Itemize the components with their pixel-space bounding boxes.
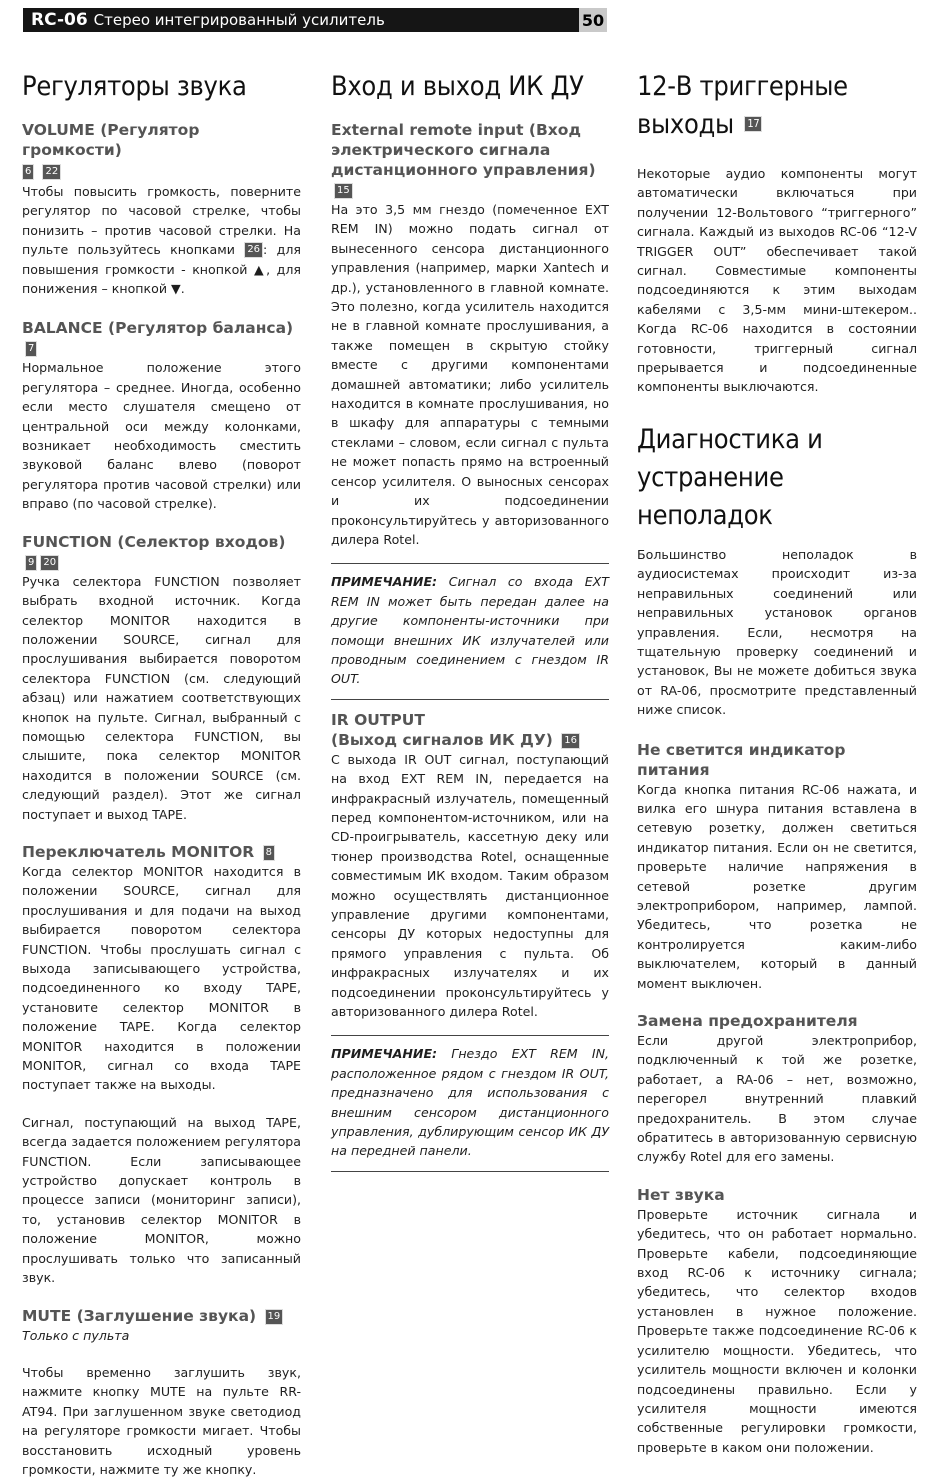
monitor-section xyxy=(22,842,301,1288)
nosound-text: Проверьте источник сигнала и убедитесь, что он работает нормально. Проверьте кабели, подсоединяющие вход RC-06 к источнику сигнала; убедитесь, что селектор входов установлен в нужное положение. Проверьте также подсоединение RC-06 к усилителю мощности. Убедитесь, что усилитель мощности включен и колонки подсоединены правильно. Если у усилителя мощности имеются собственные регулировки громкости, проверьте в каком они положении. xyxy=(637,1205,917,1457)
power-text: Когда кнопка питания RC-06 нажата, и вилка его шнура питания вставлена в сетевую розетку, должен светиться индикатор питания. Если он не светится, проверьте наличие напряжения в сетевой розетке другим электроприбором, например, лампой. Убедитесь, что розетка не контролируется каким-либо выключателем, который в данный момент выключен. xyxy=(637,780,917,993)
fuse-title: Замена предохранителя xyxy=(637,1011,917,1031)
nosound-section xyxy=(637,1185,917,1457)
model-name: RC-06 xyxy=(23,10,88,30)
power-section xyxy=(637,740,917,993)
ir-output-section xyxy=(331,710,609,1022)
volume-title: VOLUME (Регулятор громкости) xyxy=(22,120,301,160)
section-heading-ir: Вход и выход ИК ДУ xyxy=(331,68,609,106)
diagnostics-text: Большинство неполадок в аудиосистемах происходит из-за неправильных соединений или неправильных установок органов управления. Если, несмотря на тщательную проверку соединений и установок, Вы не можете добиться звука от RA-06, просмотрите представленный ниже список. xyxy=(637,545,917,720)
note-1-label: ПРИМЕЧАНИЕ: xyxy=(331,574,437,589)
mute-section xyxy=(22,1306,301,1479)
volume-text: Чтобы повысить громкость, поверните регулятор по часовой стрелке, чтобы понизить – против часовой стрелки. На пульте пользуйтесь кнопками 26 : для повышения громкости - кнопкой ▲, для понижения – кнопкой ▼. xyxy=(22,182,301,298)
section-heading-sound-controls: Регуляторы звука xyxy=(22,68,301,106)
column-sound-controls xyxy=(22,68,301,1479)
volume-badge-2: 22 xyxy=(42,164,61,180)
function-section xyxy=(22,532,301,824)
monitor-text-1: Когда селектор MONITOR находится в положении SOURCE, сигнал для прослушивания и для подачи на выход выбирается поворотом селектора FUNCTION. Чтобы прослушать сигнал с выхода записывающего устройства, подсоединенного ко входу TAPE, установите селектор MONITOR в положение TAPE. Когда селектор MONITOR находится в положении MONITOR, сигнал со входа TAPE поступает также на выходы. xyxy=(22,862,301,1095)
fuse-section xyxy=(637,1011,917,1167)
page-number: 50 xyxy=(579,8,607,32)
nosound-title: Нет звука xyxy=(637,1185,917,1205)
ext-remote-section xyxy=(331,120,609,549)
volume-section xyxy=(22,120,301,298)
note-2 xyxy=(331,1035,609,1171)
function-title: FUNCTION (Селектор входов) 9 20 xyxy=(22,532,301,572)
document-title: Стерео интегрированный усилитель xyxy=(94,11,385,29)
balance-text: Нормальное положение этого регулятора – среднее. Иногда, особенно если место слушателя смещено от центральной оси между колонками, возникает необходимость сместить звуковой баланс влево (поворот регулятора против часовой стрелки) или вправо (по часовой стрелке). xyxy=(22,358,301,513)
mute-text: Чтобы временно заглушить звук, нажмите кнопку MUTE на пульте RR-AT94. При заглушенном звуке светодиод на регуляторе громкости мигает. Чтобы восстановить исходный уровень громкости, нажмите ту же кнопку. xyxy=(22,1363,301,1479)
column-ir-remote xyxy=(331,68,609,1172)
power-title: Не светится индикатор питания xyxy=(637,740,917,780)
page-header xyxy=(23,8,607,32)
section-heading-triggers: 12-В триггерные выходы 17 xyxy=(637,68,917,144)
section-heading-diagnostics: Диагностика и устранение неполадок xyxy=(637,421,917,535)
balance-title: BALANCE (Регулятор баланса) 7 xyxy=(22,318,301,358)
ir-output-title: IR OUTPUT (Выход сигналов ИК ДУ) 16 xyxy=(331,710,609,750)
trigger-text: Некоторые аудио компоненты могут автоматически включаться при получении 12-Вольтового “триггерного” сигнала. Каждый из выходов RC-06 “12-V TRIGGER OUT” обеспечивает такой сигнал. Совместимые компоненты подсоединяются к этим выходам кабелями с 3,5-мм мини-штекером.. Когда RC-06 находится в состоянии готовности, триггерный сигнал прерывается и подсоединенные компоненты выключаются. xyxy=(637,164,917,397)
ir-output-text: С выхода IR OUT сигнал, поступающий на вход EXT REM IN, передается на инфракрасный излучатель, помещенный перед компонентом-источником, или на CD-проигрыватель, кассетную деку или тюнер производства Rotel, оснащенные совместимым ИК входом. Таким образом можно осуществлять дистанционное управление другими компонентами, сенсоры ДУ которых недоступны для прямого управления с пульта. Об инфракрасных излучателях и их подсоединении проконсультируйтесь у авторизованного дилера Rotel. xyxy=(331,750,609,1022)
fuse-text: Если другой электроприбор, подключенный к той же розетке, работает, а RA-06 – нет, возможно, перегорел внутренний плавкий предохранитель. В этом случае обратитесь в авторизованную сервисную службу Rotel для его замены. xyxy=(637,1031,917,1167)
function-text: Ручка селектора FUNCTION позволяет выбрать входной источник. Когда селектор MONITOR находится в положении SOURCE, сигнал для прослушивания выбирается поворотом селектора FUNCTION (см. следующий абзац) или нажатием соответствующих кнопок на пульте. Сигнал, выбранный с помощью селектора FUNCTION, вы слышите, пока селектор MONITOR находится в положении SOURCE (см. следующий раздел). Этот же сигнал поступает и выход TAPE. xyxy=(22,572,301,824)
note-1 xyxy=(331,563,609,699)
mute-subtitle: Только с пульта xyxy=(22,1326,301,1345)
note-1-text: Сигнал со входа EXT REM IN может быть передан далее на другие компоненты-источники при помощи внешних ИК излучателей или проводным соединением с гнездом IR OUT. xyxy=(331,574,609,686)
ext-remote-text: На это 3,5 мм гнездо (помеченное EXT REM IN) можно подать сигнал от вынесенного сенсора дистанционного управления (например, марки Xantech и др.), установленного в главной комнате. Это полезно, когда усилитель находится не в главной комнате прослушивания, а также помещен в скрытую стойку вместе с другими компонентами домашней автоматики; либо усилитель находится в комнате прослушивания, но в шкафу для аппаратуры с темными стеклами – словом, если сигнал с пульта не может попасть прямо на встроенный сенсор усилителя. О выносных сенсорах и их подсоединении проконсультируйтесь у авторизованного дилера Rotel. xyxy=(331,200,609,549)
note-2-text: Гнездо EXT REM IN, расположенное рядом с гнездом IR OUT, предназначено для использования с внешним сенсором дистанционного управления, дублирующим сенсор ИК ДУ на передней панели. xyxy=(331,1046,609,1158)
ext-remote-title: External remote input (Вход электрического сигнала дистанционного управления) 15 xyxy=(331,120,609,200)
monitor-text-2: Сигнал, поступающий на выход TAPE, всегда задается положением регулятора FUNCTION. Если записывающее устройство допускает контроль в процессе записи (мониторинг записи), то, установив селектор MONITOR в положение MONITOR, можно прослушивать только что записанный звук. xyxy=(22,1113,301,1288)
note-2-label: ПРИМЕЧАНИЕ: xyxy=(331,1046,437,1061)
mute-title: MUTE (Заглушение звука) 19 xyxy=(22,1306,301,1326)
monitor-title: Переключатель MONITOR 8 xyxy=(22,842,301,862)
column-triggers-diagnostics xyxy=(637,68,917,1457)
balance-section xyxy=(22,318,301,513)
volume-badge-1: 6 xyxy=(22,164,34,180)
